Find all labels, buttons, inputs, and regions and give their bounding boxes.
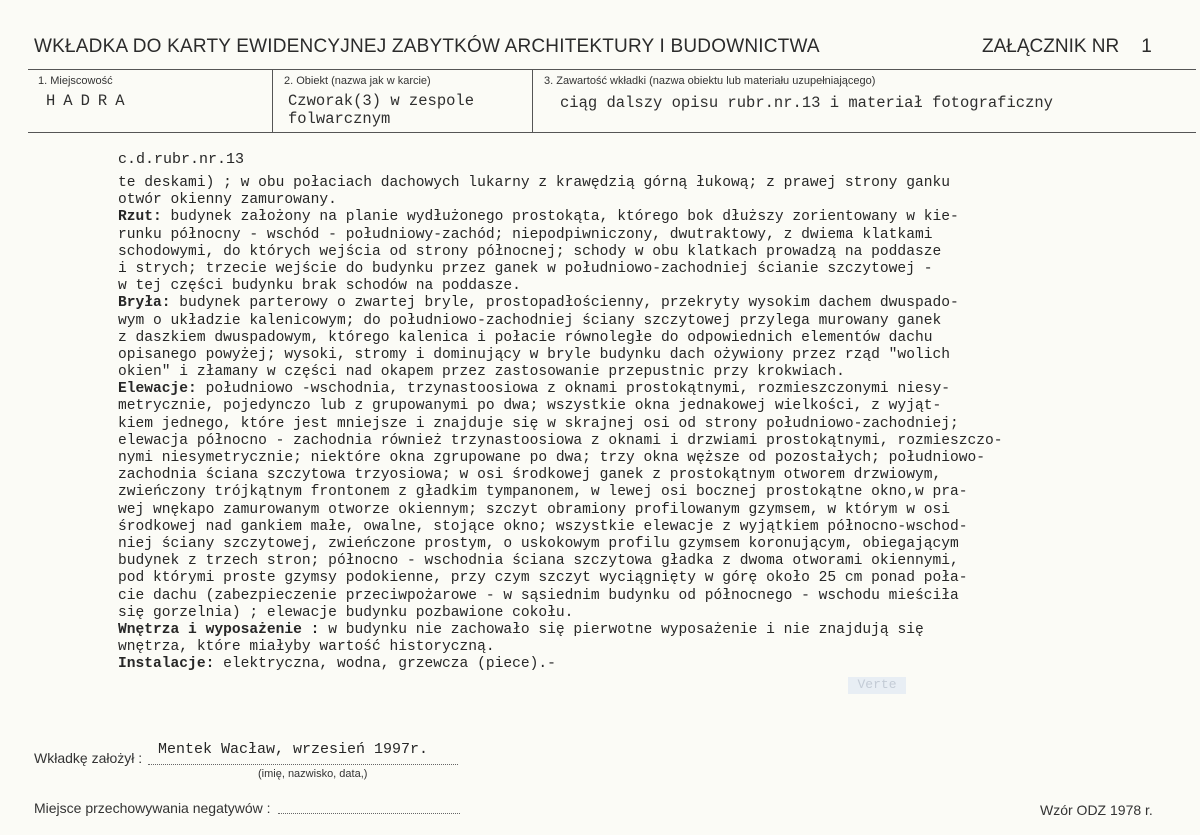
- contents-value: ciąg dalszy opisu rubr.nr.13 i materiał fotograficzny: [560, 94, 1053, 112]
- description-line: [118, 467, 1118, 484]
- contents-field: [534, 70, 1196, 132]
- description-line: [118, 364, 1118, 381]
- description-line: [118, 588, 1118, 605]
- line-text: nymi niesymetrycznie; niektóre okna zgrupowane po dwa; trzy okna węższe od pozostałych; południowo-: [118, 450, 986, 466]
- continuation-reference: c.d.rubr.nr.13: [118, 151, 245, 168]
- form-title: WKŁADKA DO KARTY EWIDENCYJNEJ ZABYTKÓW ARCHITEKTURY I BUDOWNICTWA: [34, 36, 820, 57]
- annex-label: [982, 36, 1152, 58]
- line-text: wym o układzie kalenicowym; do południowo-zachodniej ściany szczytowej przylega murowany ganek: [118, 312, 942, 329]
- line-text: elewacja północno - zachodnia również trzynastoosiowa z oknami i drzwiami prostokątnymi, rozmieszczo-: [118, 432, 1003, 449]
- line-text: runku północny - wschód - południowy-zachód; niepodpiwniczony, dwutraktowy, z dwiema klatkami: [118, 226, 933, 243]
- faint-stamp: Verte: [848, 677, 906, 694]
- line-text: schodowymi, do których wejścia od strony północnej; schody w obu klatkach prowadzą na poddasze: [118, 243, 942, 260]
- description-line: [118, 313, 1118, 330]
- description-line: [118, 227, 1118, 244]
- line-text: otwór okienny zamurowany.: [118, 192, 337, 209]
- line-text: się gorzelnia) ; elewacje budynku pozbawione cokołu.: [118, 604, 574, 621]
- object-value: Czworak(3) w zespole folwarcznym: [288, 92, 475, 128]
- section-term: Wnętrza i wyposażenie :: [118, 621, 320, 638]
- line-text: południowo -wschodnia, trzynastoosiowa z oknami prostokątnymi, rozmieszczonymi niesy-: [196, 381, 950, 398]
- section-term: Bryła:: [118, 295, 171, 312]
- description-line: [118, 536, 1118, 553]
- line-text: elektryczna, wodna, grzewcza (piece).-: [214, 656, 556, 673]
- section-term: Rzut:: [118, 209, 162, 226]
- description-line: [118, 570, 1118, 587]
- section-term: Elewacje:: [118, 381, 197, 398]
- line-text: niej ściany szczytowej, zwieńczone prostym, o uskokowym profilu gzymsem koronującym, obiegającym: [118, 535, 959, 552]
- description-line: [118, 502, 1118, 519]
- description-line: [118, 622, 1118, 639]
- description-line: [118, 639, 1118, 656]
- description-line: [118, 192, 1118, 209]
- installer-value: Mentek Wacław, wrzesień 1997r.: [158, 741, 429, 758]
- line-text: wnętrza, które miałyby wartość historyczną.: [118, 639, 495, 656]
- line-text: kiem jednego, które jest mniejsze i znajduje się w skrajnej osi od strony południowo-zachodniej;: [118, 415, 959, 432]
- line-text: zachodnia ściana szczytowa trzyosiowa; w osi środkowej ganek z prostokątnym otworem drzwiowym,: [118, 467, 942, 484]
- installer-label: Wkładkę założył :: [34, 750, 143, 766]
- object-field: [274, 70, 533, 132]
- section-term: Instalacje:: [118, 656, 215, 673]
- line-text: w tej części budynku brak schodów na poddasze.: [118, 278, 521, 295]
- description-line: [118, 416, 1118, 433]
- description-line: [118, 209, 1118, 226]
- negatives-label: Miejsce przechowywania negatywów :: [34, 800, 271, 816]
- line-text: te deskami) ; w obu połaciach dachowych lukarny z krawędzią górną łukową; z prawej strony ganku: [118, 175, 950, 191]
- line-text: metrycznie, pojedynczo lub z grupowanymi po dwa; wszystkie okna jednakowej wielkości, z wyjąt-: [118, 398, 942, 415]
- description-line: [118, 656, 1118, 673]
- annex-label-text: ZAŁĄCZNIK NR: [982, 36, 1120, 57]
- description-line: [118, 553, 1118, 570]
- description-line: [118, 261, 1118, 278]
- description-line: [118, 175, 1118, 192]
- line-text: z daszkiem dwuspadowym, którego kalenica i połacie równoległe do odpowiednich elementów dachu: [118, 329, 933, 346]
- locality-field: [28, 70, 273, 132]
- line-text: budynek z trzech stron; północno - wschodnia ściana szczytowa gładka z dwoma otworami okiennymi,: [118, 553, 959, 570]
- installer-hint: (imię, nazwisko, data,): [258, 768, 368, 780]
- description-line: [118, 484, 1118, 501]
- description-line: [118, 244, 1118, 261]
- object-label: 2. Obiekt (nazwa jak w karcie): [284, 75, 431, 87]
- description-line: [118, 398, 1118, 415]
- locality-value: HADRA: [46, 92, 133, 110]
- line-text: cie dachu (zabezpieczenie przeciwpożarowe - w sąsiednim budynku od północnego - wschodu mieściła: [118, 587, 959, 604]
- description-line: [118, 450, 1118, 467]
- line-text: środkowej nad gankiem małe, owalne, stojące okno; wszystkie elewacje z wyjątkiem północno-wschod-: [118, 518, 968, 535]
- locality-label: 1. Miejscowość: [38, 75, 113, 87]
- description-line: [118, 330, 1118, 347]
- line-text: okien" i złamany w części nad okapem przez zastosowanie przepustnic przy krokwiach.: [118, 364, 845, 381]
- annex-number: 1: [1141, 36, 1152, 57]
- line-text: zwieńczony trójkątnym frontonem z gładkim tympanonem, w lewej osi bocznej prostokątne okno,w pra-: [118, 484, 968, 501]
- negatives-dotted-line: [278, 813, 460, 814]
- header-fields: [28, 69, 1196, 133]
- description-line: [118, 605, 1118, 622]
- description-line: [118, 381, 1118, 398]
- description-line: [118, 519, 1118, 536]
- form-identifier: Wzór ODZ 1978 r.: [1040, 802, 1153, 818]
- line-text: budynek parterowy o zwartej bryle, prostopadłościenny, przekryty wysokim dachem dwuspado-: [170, 295, 959, 312]
- line-text: opisanego powyżej; wysoki, stromy i dominujący w bryle budynku dach ożywiony przez rząd "wolich: [118, 346, 950, 363]
- line-text: w budynku nie zachowało się pierwotne wyposażenie i nie znajdują się: [319, 621, 924, 638]
- line-text: wej wnękapo zamurowanym otworze okiennym; szczyt obramiony profilowanym gzymsem, w którym w osi: [118, 501, 950, 518]
- description-line: [118, 278, 1118, 295]
- line-text: budynek założony na planie wydłużonego prostokąta, którego bok dłuższy zorientowany w kie-: [161, 209, 959, 226]
- installer-dotted-line: [148, 764, 458, 765]
- line-text: i strych; trzecie wejście do budynku przez ganek w południowo-zachodniej ścianie szczytowej -: [118, 260, 933, 277]
- description-line: [118, 433, 1118, 450]
- description-body: [118, 175, 1118, 673]
- description-line: [118, 295, 1118, 312]
- description-line: [118, 347, 1118, 364]
- contents-label: 3. Zawartość wkładki (nazwa obiektu lub materiału uzupełniającego): [544, 75, 876, 87]
- line-text: pod którymi proste gzymsy podokienne, przy czym szczyt wyciągnięty w górę około 25 cm ponad poła-: [118, 570, 968, 587]
